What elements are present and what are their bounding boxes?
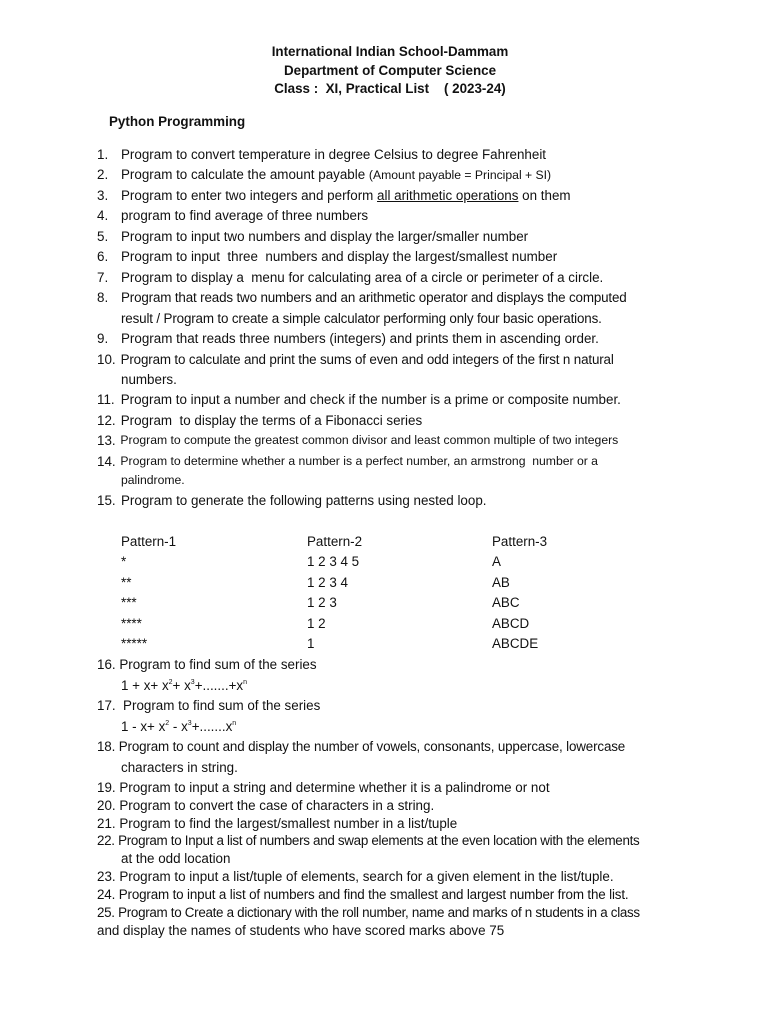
pattern-header: Pattern-3: [492, 534, 548, 549]
series-formula: [121, 677, 247, 694]
pattern-cell: 1 2 3 4: [307, 575, 348, 590]
pattern-cell: ABC: [492, 595, 520, 610]
pattern-cell: 1 2 3: [307, 595, 337, 610]
item-number: 3.: [97, 188, 109, 203]
formula-part: +.......+x: [194, 678, 244, 693]
item-text: 24. Program to input a list of numbers and find the smallest and largest number from the list.: [97, 887, 629, 902]
item-number: 6.: [97, 249, 109, 264]
pattern-cell: *****: [121, 636, 148, 651]
item-text: Program to generate the following patterns using nested loop.: [121, 493, 487, 508]
item-text: Program to input three numbers and display the largest/smallest number: [121, 249, 558, 264]
item-text-continued: numbers.: [121, 372, 177, 387]
pattern-cell: ABCDE: [492, 636, 539, 651]
item-number: 5.: [97, 229, 109, 244]
pattern-cell: 1: [307, 636, 315, 651]
item-text: Program to calculate and print the sums of even and odd integers of the first n natural: [117, 352, 614, 367]
item-text-post: on them: [518, 188, 571, 203]
item-text: 25. Program to Create a dictionary with the roll number, name and marks of n students in a class: [97, 905, 640, 920]
item-text: Program to compute the greatest common divisor and least common multiple of two integers: [117, 433, 619, 447]
pattern-cell: 1 2: [307, 616, 326, 631]
item-text: 18. Program to count and display the number of vowels, consonants, uppercase, lowercase: [97, 739, 626, 754]
formula-part: + x: [172, 678, 191, 693]
pattern-cell: ****: [121, 616, 142, 631]
pattern-cell: *: [121, 554, 127, 569]
pattern-cell: **: [121, 575, 132, 590]
formula-part: +.......x: [191, 719, 233, 734]
item-note: (Amount payable = Principal + SI): [368, 168, 552, 182]
item-text: Program that reads two numbers and an arithmetic operator and displays the computed: [121, 290, 627, 305]
item-number: 11.: [97, 392, 115, 407]
department-name: Department of Computer Science: [283, 63, 497, 78]
exponent: 3: [190, 679, 195, 686]
exponent: n: [243, 679, 247, 686]
item-number: 8.: [97, 290, 109, 305]
item-text: Program to input two numbers and display the larger/smaller number: [121, 229, 529, 244]
item-text: 16. Program to find sum of the series: [97, 657, 317, 672]
item-text: 20. Program to convert the case of characters in a string.: [97, 798, 435, 813]
item-text: [121, 187, 571, 204]
item-text-continued: at the odd location: [121, 851, 231, 866]
item-text: Program that reads three numbers (integers) and prints them in ascending order.: [121, 331, 599, 346]
school-name: International Indian School-Dammam: [271, 44, 509, 59]
item-text: Program to display the terms of a Fibonacci series: [117, 413, 423, 428]
item-text-underlined: all arithmetic operations: [377, 188, 519, 203]
pattern-cell: AB: [492, 575, 510, 590]
exponent: 2: [165, 720, 170, 727]
pattern-cell: ***: [121, 595, 137, 610]
item-text: program to find average of three numbers: [121, 208, 369, 223]
pattern-cell: ABCD: [492, 616, 530, 631]
item-number: 15.: [97, 493, 116, 508]
item-text: 23. Program to input a list/tuple of elements, search for a given element in the list/tuple.: [97, 869, 614, 884]
item-text: Program to determine whether a number is a perfect number, an armstrong number or a: [117, 454, 598, 468]
item-number: 4.: [97, 208, 109, 223]
item-number: 9.: [97, 331, 109, 346]
item-number: 13.: [97, 433, 116, 448]
item-text-continued: palindrome.: [121, 473, 185, 487]
item-text-continued: and display the names of students who have scored marks above 75: [97, 923, 505, 938]
item-number: 14.: [97, 454, 116, 469]
exponent: 3: [187, 720, 192, 727]
formula-part: 1 + x+ x: [121, 678, 169, 693]
pattern-header: Pattern-1: [121, 534, 177, 549]
item-text-main: Program to calculate the amount payable: [121, 167, 366, 182]
item-text: Program to convert temperature in degree Celsius to degree Fahrenheit: [121, 147, 547, 162]
pattern-header: Pattern-2: [307, 534, 363, 549]
item-text: Program to input a number and check if the number is a prime or composite number.: [117, 392, 621, 407]
item-number: 1.: [97, 147, 109, 162]
section-title: Python Programming: [109, 114, 246, 129]
item-text-pre: Program to enter two integers and perform: [121, 188, 378, 203]
exponent: 2: [168, 679, 173, 686]
class-line: Class : XI, Practical List ( 2023-24): [274, 81, 506, 96]
series-formula: [121, 718, 236, 735]
exponent: n: [232, 720, 237, 727]
formula-part: - x: [169, 719, 188, 734]
item-text: 19. Program to input a string and determine whether it is a palindrome or not: [97, 780, 550, 795]
item-number: 7.: [97, 270, 109, 285]
formula-part: 1 - x+ x: [121, 719, 166, 734]
item-number: 2.: [97, 167, 109, 182]
item-text-continued: result / Program to create a simple calculator performing only four basic operations.: [121, 311, 602, 326]
item-text: Program to display a menu for calculating area of a circle or perimeter of a circle.: [121, 270, 604, 285]
item-text: 17. Program to find sum of the series: [97, 698, 321, 713]
item-text-continued: characters in string.: [121, 760, 238, 775]
item-number: 10.: [97, 352, 116, 367]
item-text: 21. Program to find the largest/smallest number in a list/tuple: [97, 816, 458, 831]
item-text: 22. Program to Input a list of numbers and swap elements at the even location with the elements: [97, 833, 640, 848]
item-number: 12.: [97, 413, 116, 428]
item-text: [121, 166, 551, 184]
pattern-cell: A: [492, 554, 501, 569]
pattern-cell: 1 2 3 4 5: [307, 554, 360, 569]
